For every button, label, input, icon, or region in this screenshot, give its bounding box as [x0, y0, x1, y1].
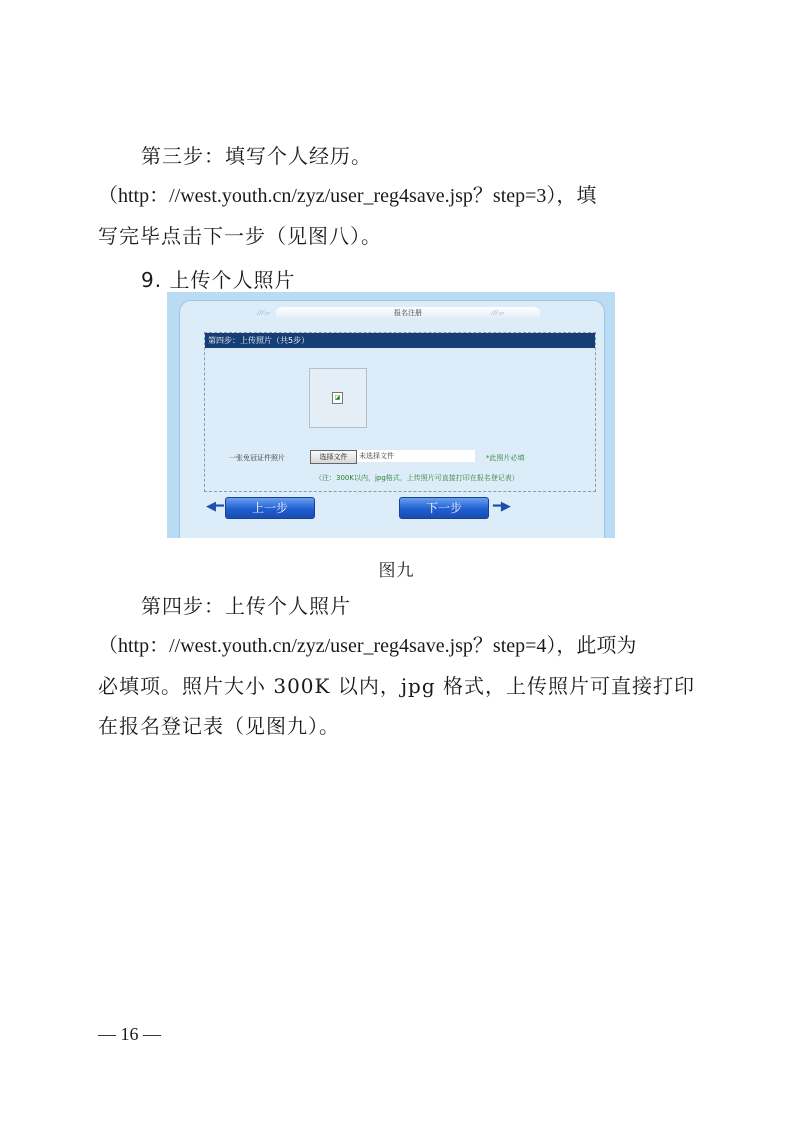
arrow-right-icon: ━▶	[493, 499, 511, 514]
next-step-button[interactable]: 下一步	[399, 497, 489, 519]
prev-step-button[interactable]: 上一步	[225, 497, 315, 519]
step3-url-line: （http：//west.youth.cn/zyz/user_reg4save.jsp？step=3），填	[98, 185, 597, 207]
required-note: *此照片必填	[486, 454, 525, 462]
step-bar: 第四步：上传照片（共5步）	[205, 333, 595, 348]
no-file-text: 未选择文件	[357, 450, 475, 462]
step3-line2: 写完毕点击下一步（见图八）。	[98, 224, 382, 248]
window-title: 报名注册	[276, 307, 540, 320]
step4-url-line: （http：//west.youth.cn/zyz/user_reg4save.jsp？step=4），此项为	[98, 635, 637, 657]
upload-form-box	[204, 332, 596, 492]
page-number: — 16 —	[98, 1024, 161, 1044]
step3-title: 第三步：填写个人经历。	[141, 144, 372, 168]
upload-label: 一张免冠证件照片	[229, 454, 285, 462]
broken-image-icon: ◪	[332, 392, 343, 404]
upload-note: （注：300K以内，jpg格式，上传照片可直接打印在报名登记表）	[315, 474, 519, 482]
step4-title: 第四步：上传个人照片	[141, 594, 351, 618]
photo-preview	[309, 368, 367, 428]
registration-panel	[179, 300, 605, 538]
section-9-heading: 9. 上传个人照片	[141, 268, 296, 292]
choose-file-button[interactable]: 选择文件	[310, 450, 357, 464]
title-decoration-right: ⁄⁄⁄▱	[492, 309, 505, 317]
upload-photo-screenshot	[167, 292, 615, 538]
title-decoration-left: ⁄⁄⁄▱	[258, 309, 271, 317]
arrow-left-icon: ◀━	[206, 499, 224, 514]
figure-caption: 图九	[378, 561, 415, 581]
step4-line3: 在报名登记表（见图九）。	[98, 714, 340, 738]
step4-line2: 必填项。照片大小 300K 以内，jpg 格式，上传照片可直接打印	[98, 674, 695, 698]
